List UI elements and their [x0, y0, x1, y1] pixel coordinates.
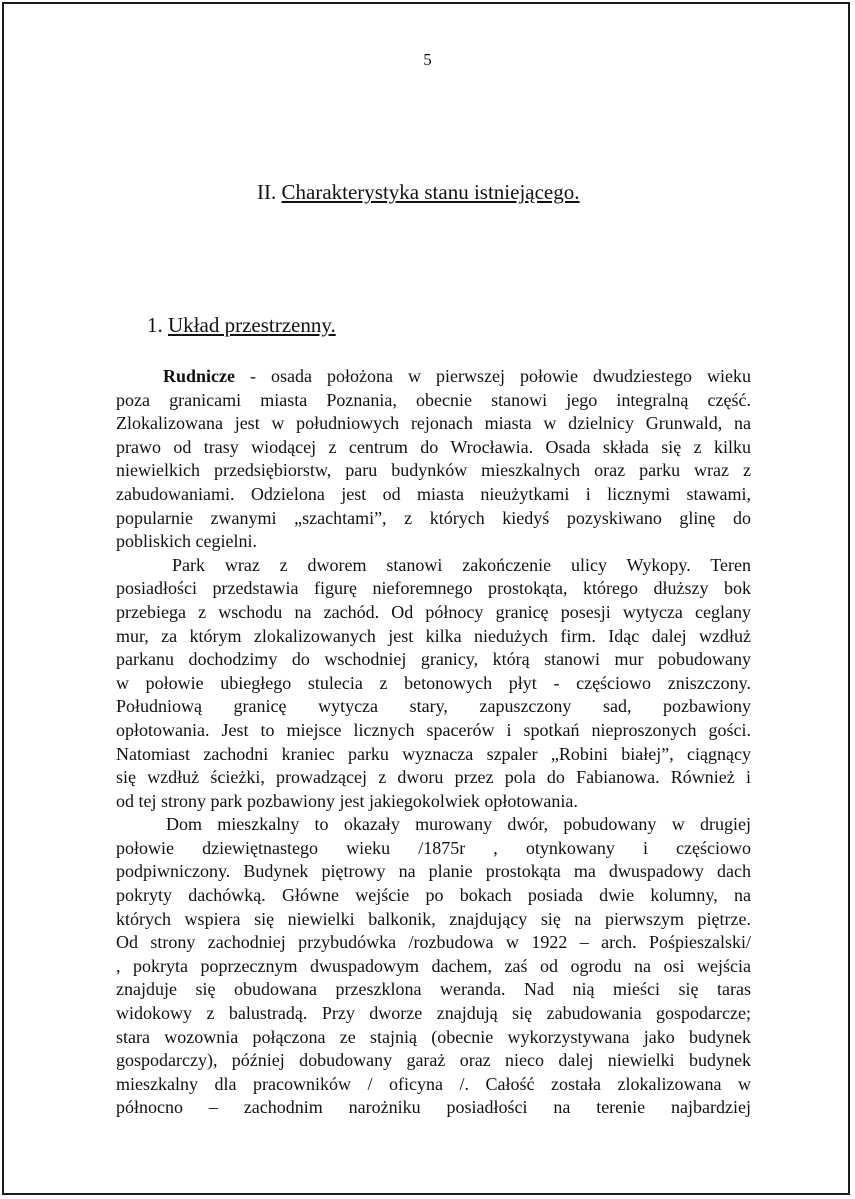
paragraph-park: [116, 554, 751, 814]
chapter-number: II.: [257, 180, 277, 204]
section-title: Układ przestrzenny.: [168, 313, 336, 337]
text-line: opłotowania. Jest to miejsce licznych spacerów i spotkań nieproszonych gości.: [116, 719, 751, 740]
text-line: Dom mieszkalny to okazały murowany dwór, pobudowany w drugiej: [166, 814, 751, 835]
text-line: mur, za którym zlokalizowanych jest kilka niedużych firm. Idąc dalej wzdłuż: [116, 625, 751, 646]
chapter-heading: [257, 180, 580, 205]
paragraph-dwor: [116, 813, 751, 1120]
section-number: 1.: [147, 313, 163, 337]
paragraph-rudnicze: [116, 365, 751, 554]
text-line: od tej strony park pozbawiony jest jakiegokolwiek opłotowania.: [116, 790, 578, 811]
text-line: w połowie ubiegłego stulecia z betonowych płyt - częściowo zniszczony.: [116, 672, 751, 693]
text-line: , pokryta poprzecznym dwuspadowym dachem, zaś od ogrodu na osi wejścia: [116, 955, 751, 976]
text-line: podpiwniczony. Budynek piętrowy na planie prostokąta ma dwuspadowy dach: [116, 861, 751, 882]
text-line: Rudnicze - osada położona w pierwszej połowie dwudziestego wieku: [163, 366, 751, 386]
text-line: Natomiast zachodni kraniec parku wyznacza szpaler „Robini białej”, ciągnący: [116, 743, 751, 764]
text-line: Park wraz z dworem stanowi zakończenie ulicy Wykopy. Teren: [172, 554, 751, 575]
text-line: Od strony zachodniej przybudówka /rozbudowa w 1922 – arch. Pośpieszalski/: [116, 932, 751, 953]
text-line: widokowy z balustradą. Przy dworze znajdują się zabudowania gospodarcze;: [116, 1003, 751, 1024]
body-text: [116, 365, 751, 1120]
text-line: popularnie zwanymi „szachtami”, z których kiedyś pozyskiwano glinę do: [116, 507, 751, 528]
text-line: północno – zachodnim narożniku posiadłości na terenie najbardziej: [116, 1097, 751, 1118]
text-line: prawo od trasy wiodącej z centrum do Wrocławia. Osada składa się z kilku: [116, 436, 751, 457]
text-line: znajduje się obudowana przeszklona weranda. Nad nią mieści się taras: [116, 979, 751, 1000]
page-number: 5: [423, 50, 432, 69]
lead-term: Rudnicze: [163, 366, 235, 386]
text-line: przebiega z wschodu na zachód. Od północy granicę posesji wytycza ceglany: [116, 601, 751, 622]
chapter-title: Charakterystyka stanu istniejącego.: [281, 180, 580, 204]
text-line: się wzdłuż ścieżki, prowadzącej z dworu przez pola do Fabianowa. Również i: [116, 767, 751, 788]
text-line: gospodarczy), później dobudowany garaż oraz nieco dalej niewielki budynek: [116, 1050, 751, 1071]
text-line: stara wozownia połączona ze stajnią (obecnie wykorzystywana jako budynek: [116, 1026, 751, 1047]
text-line: poza granicami miasta Poznania, obecnie stanowi jego integralną część.: [116, 389, 751, 410]
text-line: niewielkich przedsiębiorstw, paru budynków mieszkalnych oraz parku wraz z: [116, 460, 751, 481]
text-line: zabudowaniami. Odzielona jest od miasta nieużytkami i licznymi stawami,: [116, 483, 751, 504]
text-line: Zlokalizowana jest w południowych rejonach miasta w dzielnicy Grunwald, na: [116, 413, 751, 434]
text-line: pobliskich cegielni.: [116, 531, 257, 552]
text-line: pokryty dachówką. Główne wejście po bokach posiada dwie kolumny, na: [116, 885, 751, 906]
text-line: mieszkalny dla pracowników / oficyna /. Całość została zlokalizowana w: [116, 1073, 751, 1094]
section-heading: [147, 313, 336, 338]
text-line: połowie dziewiętnastego wieku /1875r , otynkowany i częściowo: [116, 837, 751, 858]
text-line: posiadłości przedstawia figurę nieforemnego prostokąta, którego dłuższy bok: [116, 578, 751, 599]
text-line: Południową granicę wytycza stary, zapuszczony sad, pozbawiony: [116, 696, 751, 717]
text-line: parkanu dochodzimy do wschodniej granicy, którą stanowi mur pobudowany: [116, 649, 751, 670]
text-line: których wspiera się niewielki balkonik, znajdujący się na pierwszym piętrze.: [116, 908, 751, 929]
